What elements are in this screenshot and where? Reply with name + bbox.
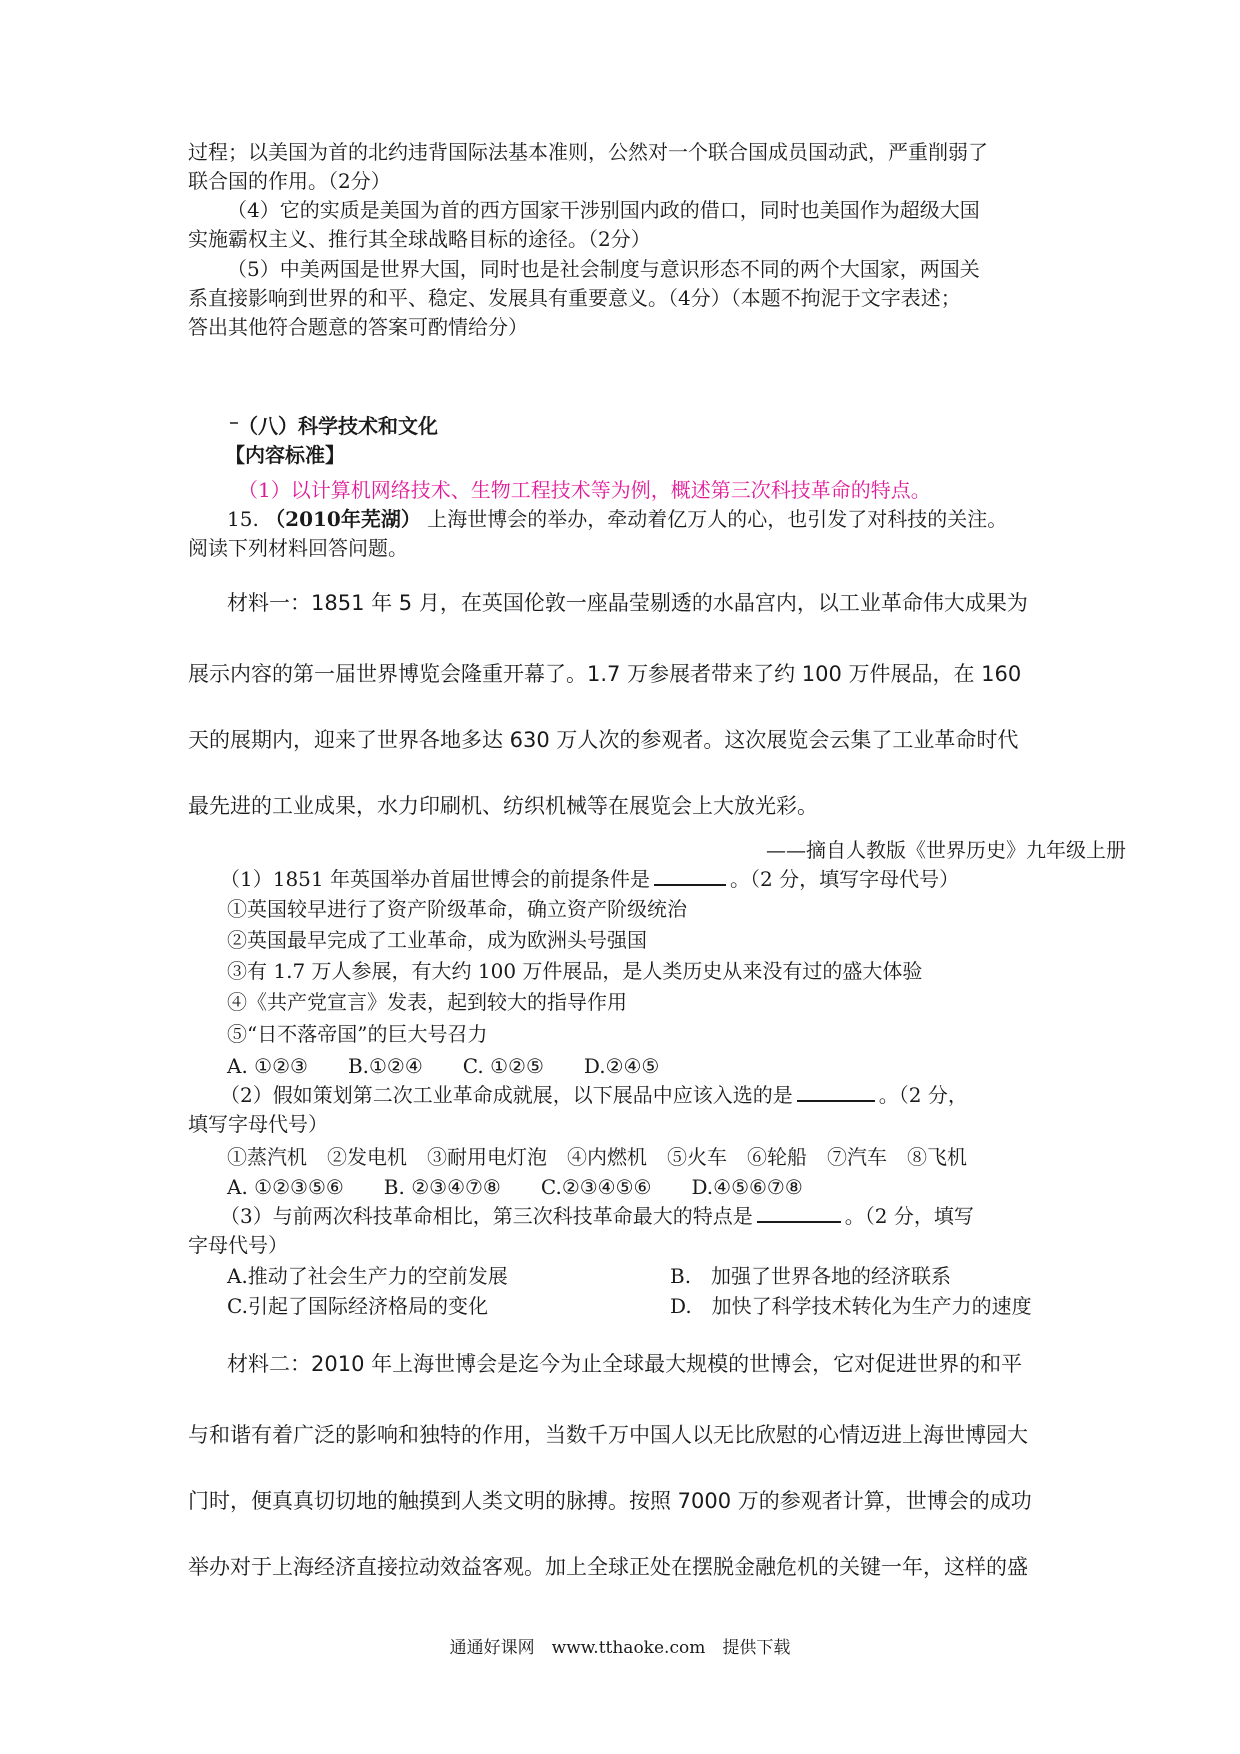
sub-3-option-c: C.引起了国际经济格局的变化 [227,1294,488,1318]
sub-1-item-5: ⑤“日不落帝国”的巨大号召力 [227,1022,488,1046]
material-2-line-4: 举办对于上海经济直接拉动效益客观。加上全球正处在摆脱金融危机的关键一年，这样的盛 [188,1555,1028,1579]
question-15-intro-line-2: 阅读下列材料回答问题。 [188,536,408,560]
sub-1-options: A. ①②③ B.①②④ C. ①②⑤ D.②④⑤ [227,1054,660,1078]
sub-2-options: A. ①②③⑤⑥ B. ②③④⑦⑧ C.②③④⑤⑥ D.④⑤⑥⑦⑧ [227,1175,803,1199]
answer-4-line-1: （4）它的实质是美国为首的西方国家干涉别国内政的借口，同时也美国作为超级大国 [227,198,980,222]
answer-5-line-1: （5）中美两国是世界大国，同时也是社会制度与意识形态不同的两个大国家，两国关 [227,257,980,281]
material-2-line-3: 门时，便真真切切地的触摸到人类文明的脉搏。按照 7000 万的参观者计算，世博会的成功 [188,1489,1032,1513]
sub-question-2-text: （2）假如策划第二次工业革命成就展，以下展品中应该入选的是 [220,1083,793,1107]
material-1-line-3: 天的展期内，迎来了世界各地多达 630 万人次的参观者。这次展览会云集了工业革命时代 [188,728,1019,752]
answer-5-line-3: 答出其他符合题意的答案可酌情给分） [188,315,528,339]
content-standard-text: （1）以计算机网络技术、生物工程技术等为例，概述第三次科技革命的特点。 [238,478,931,502]
sub-1-item-3: ③有 1.7 万人参展，有大约 100 万件展品，是人类历史从来没有过的盛大体验 [227,959,923,983]
answer-3-line-2: 联合国的作用。（2分） [188,169,391,193]
page-footer: 通通好课网 www.tthaoke.com 提供下载 [449,1638,791,1658]
sub-1-item-1: ①英国较早进行了资产阶级革命，确立资产阶级统治 [227,897,687,921]
margin-mark [230,422,238,424]
sub-question-3 [220,1203,974,1229]
section-title: （八）科学技术和文化 [238,414,438,438]
sub-question-3-text: （3）与前两次科技革命相比，第三次科技革命最大的特点是 [220,1204,753,1228]
answer-3-line-1: 过程；以美国为首的北约违背国际法基本准则，公然对一个联合国成员国动武，严重削弱了 [188,140,988,164]
sub-2-items: ①蒸汽机 ②发电机 ③耐用电灯泡 ④内燃机 ⑤火车 ⑥轮船 ⑦汽车 ⑧飞机 [227,1145,967,1169]
sub-1-item-4: ④《共产党宣言》发表，起到较大的指导作用 [227,990,627,1014]
sub-3-option-b: B. 加强了世界各地的经济联系 [670,1264,952,1288]
sub-question-2-note: 。（2 分， [878,1083,968,1107]
material-1-source: ——摘自人教版《世界历史》九年级上册 [766,838,1126,862]
answer-5-line-2: 系直接影响到世界的和平、稳定、发展具有重要意义。（4分）（本题不拘泥于文字表述； [188,286,961,310]
sub-question-1 [220,866,959,892]
sub-1-item-2: ②英国最早完成了工业革命，成为欧洲头号强国 [227,928,647,952]
sub-question-1-note: 。（2 分，填写字母代号） [729,867,960,891]
question-source: （2010年芜湖） [265,507,421,531]
material-2-line-1: 材料二：2010 年上海世博会是迄今为止全球最大规模的世博会，它对促进世界的和平 [227,1352,1023,1376]
material-1-line-2: 展示内容的第一届世界博览会隆重开幕了。1.7 万参展者带来了约 100 万件展品，在 160 [188,662,1022,686]
sub-question-1-text: （1）1851 年英国举办首届世博会的前提条件是 [220,867,650,891]
sub-3-option-d: D. 加快了科学技术转化为生产力的速度 [670,1294,1032,1318]
sub-question-2-line-2: 填写字母代号） [188,1112,328,1136]
answer-blank[interactable] [654,884,726,886]
question-number: 15. [227,507,259,531]
sub-question-3-line-2: 字母代号） [188,1233,288,1257]
content-standard-label: 【内容标准】 [225,443,345,467]
answer-4-line-2: 实施霸权主义、推行其全球战略目标的途径。（2分） [188,227,651,251]
answer-blank[interactable] [797,1100,875,1102]
material-1-line-1: 材料一：1851 年 5 月，在英国伦敦一座晶莹剔透的水晶宫内，以工业革命伟大成果为 [227,591,1028,615]
question-intro-text: 上海世博会的举办，牵动着亿万人的心，也引发了对科技的关注。 [427,507,1008,531]
sub-3-option-a: A.推动了社会生产力的空前发展 [227,1264,508,1288]
material-2-line-2: 与和谐有着广泛的影响和独特的作用，当数千万中国人以无比欣慰的心情迈进上海世博园大 [188,1423,1028,1447]
sub-question-2 [220,1082,968,1108]
sub-question-3-note: 。（2 分，填写 [844,1204,974,1228]
material-1-line-4: 最先进的工业成果，水力印刷机、纺织机械等在展览会上大放光彩。 [188,794,818,818]
answer-blank[interactable] [757,1221,841,1223]
question-15-intro [227,506,1007,532]
